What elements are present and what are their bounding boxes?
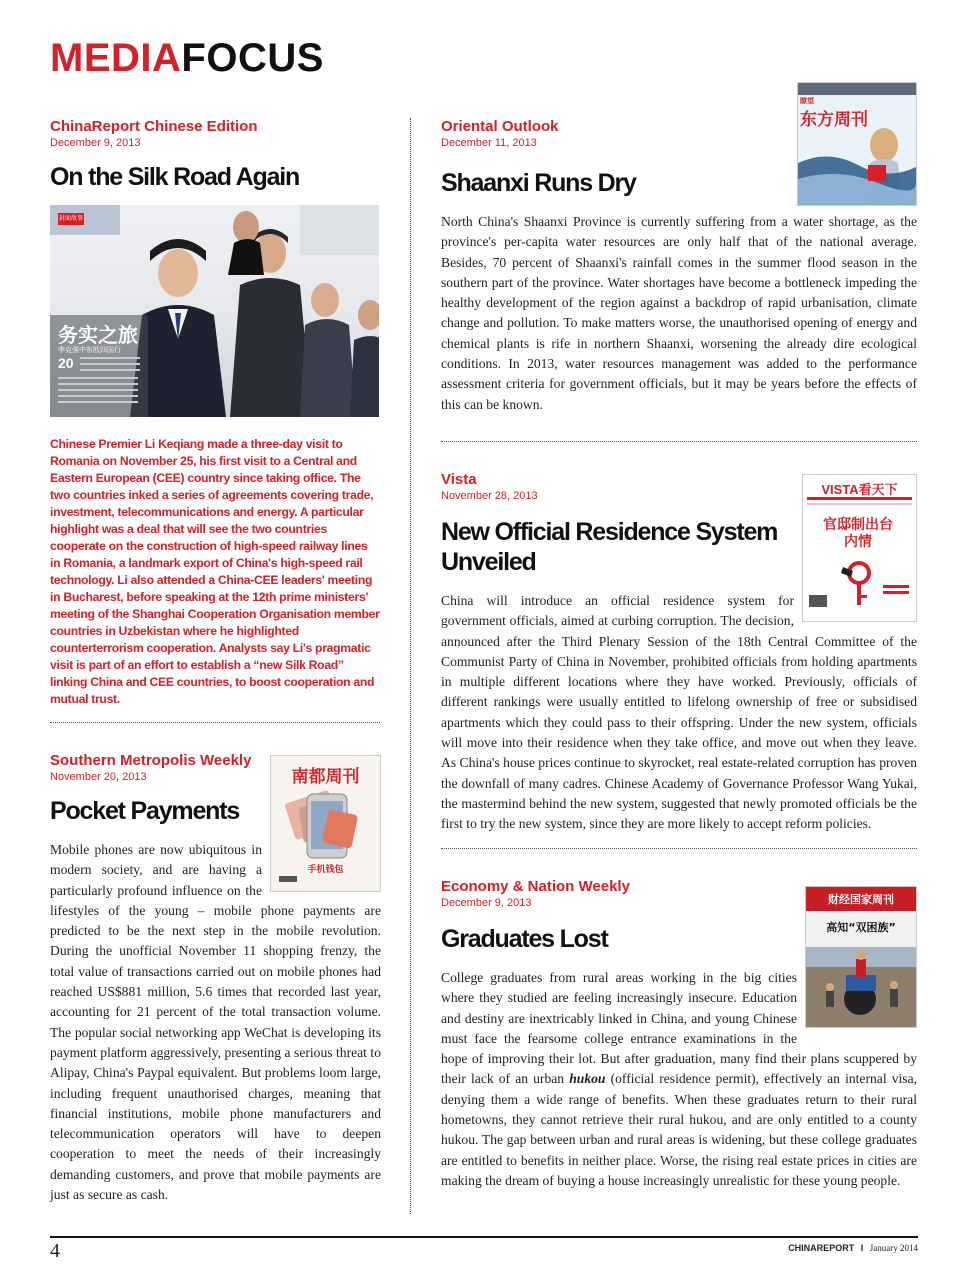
body-hukou-term: hukou	[569, 1071, 606, 1087]
article-headline: Graduates Lost	[441, 925, 608, 953]
cover-title: 南都周刊	[291, 767, 360, 787]
cover-caption: 高知“双困族”	[826, 921, 896, 934]
page-number: 4	[50, 1240, 60, 1262]
cover-title: VISTA看天下	[821, 482, 898, 497]
article-headline: Pocket Payments	[50, 797, 240, 825]
publication-date: December 9, 2013	[50, 137, 141, 149]
publication-date: November 28, 2013	[441, 490, 538, 502]
publication-date: December 9, 2013	[441, 897, 532, 909]
publication-name: Vista	[441, 471, 477, 488]
masthead	[50, 38, 324, 78]
footer-issue-date: January 2014	[869, 1243, 918, 1253]
masthead-focus: FOCUS	[181, 36, 324, 80]
cover-vista	[802, 474, 917, 622]
article-silk-road	[50, 118, 380, 192]
article-headline: Shaanxi Runs Dry	[441, 169, 636, 197]
divider-right-1	[441, 441, 917, 442]
divider-right-2	[441, 848, 917, 849]
silk-road-body: Chinese Premier Li Keqiang made a three-day visit to Romania on November 25, his first visit to a Central and Eastern European (CEE) country since taking office. The two countries inked a series of agreements covering trade, investment, telecommunications and energy. A particular highlight was a deal that will see the two countries cooperate on the construction of high-speed railway lines in Romania, a landmark export of China's high-speed rail technology. Li also attended a China-CEE leaders' meeting in Bucharest, before speaking at the 12th prime ministers' meeting of the Shanghai Cooperation Organisation member countries in Uzbekistan where he highlighted counterterrorism cooperation. Analysts say Li's pragmatic visit is part of an effort to establish a “new Silk Road” linking China and CEE countries, to boost cooperation and mutual trust.	[50, 437, 380, 706]
footer-magazine: CHINAREPORT	[788, 1243, 855, 1253]
publication-name: Economy & Nation Weekly	[441, 878, 630, 895]
masthead-media: MEDIA	[50, 36, 182, 80]
photo-text-lines-lower	[58, 377, 138, 407]
farmer-tractor-illustration	[806, 887, 916, 1027]
publication-date: November 20, 2013	[50, 771, 147, 783]
footer-rule	[50, 1236, 918, 1238]
photo-caption-cn: 务实之旅	[58, 323, 138, 347]
cover-caption: 手机钱包	[307, 865, 344, 875]
photo-subcaption-cn: 李克强中东欧四国行	[58, 346, 121, 354]
keys-illustration	[803, 475, 916, 621]
article-body: Mobile phones are now ubiquitous in modern society, and are having a particularly profound influence on the lifestyles of the young – mobile phone payments are predicted to be the next step in the mobile revolution. During the unofficial November 11 shopping frenzy, the total value of transactions carried out on mobile phones had reached US$881 million, 5.6 times that recorded last year, accounting for 21 percent of the total transaction volume. The popular social networking app WeChat is developing its payment platform aggressively, presenting a serious threat to Alipay, China's Paypal equivalent. But problems loom large, including frequent unauthorised charges, meaning that financial institutions, mobile phone manufacturers and telecommunication operators will have to deepen cooperation to meet the needs of their increasingly demanding customers, and prove that mobile payments are just as secure as cash.	[50, 842, 381, 1203]
silk-road-photo	[50, 205, 379, 417]
dry-earth-illustration	[798, 83, 916, 205]
cover-southern-metropolis	[270, 755, 381, 892]
article-graduates	[441, 878, 917, 1191]
article-body: China will introduce an official residence system for government officials, aimed at curbing corruption. The decision, announced after the Third Plenary Session of the 18th Central Committee of the Communist Party of China in November, prohibited officials from holding apartments in multiple different locations where they have worked. Previously, officials of different rankings were usually entitled to lifelong ownership of free or subsidised apartments which they could pass to their offspring. Under the new system, officials will move into their residence when they take office, and move out when they leave. As China's house prices continue to skyrocket, real estate-related corruption has proven the downfall of many cadres. Chinese Academy of Governance Professor Wang Yukai, the mastermind behind the new system, suggested that newly promoted officials be the first to try the new system, since they are more likely to accept reform policies.	[441, 593, 917, 832]
article-shaanxi	[441, 97, 917, 415]
divider-left	[50, 722, 380, 723]
article-headline: On the Silk Road Again	[50, 163, 300, 191]
footer-issue	[788, 1243, 918, 1253]
body-part-2: (official residence permit), effectively an internal visa, denying them a wide range of benefits. When these graduates return to their rural hometowns, they cannot retrieve their rural hukou, and are only entitled to a county hukou. The gap between urban and rural areas is widening, but these college graduates are entitled to benefits in neither place. Worse, the rising real estate prices in cities are making the dream of buying a house increasingly unrealistic for these young people.	[441, 1071, 918, 1188]
publication-name: Southern Metropolis Weekly	[50, 752, 252, 769]
cover-oriental-outlook	[797, 82, 917, 206]
cover-caption: 官邸制出台内情	[823, 517, 893, 550]
cover-economy-nation	[805, 886, 917, 1028]
photo-badge: 封面故事	[58, 215, 83, 222]
article-pocket-payments	[50, 752, 381, 1205]
photo-number: 20	[58, 355, 74, 371]
cover-title: 财经国家周刊	[828, 893, 894, 906]
publication-name: ChinaReport Chinese Edition	[50, 118, 258, 135]
article-residence	[441, 471, 917, 835]
body-part-1: College graduates from rural areas working in the big cities where they studied are feeling increasingly insecure. Education and destiny are inextricably linked in China, and young Chinese must face the fearsome college entrance examinations in the hope of improving their lot. But after graduation, many find their plans scuppered by their lack of an urban	[441, 970, 917, 1087]
cover-badge: 瞭望	[800, 97, 814, 105]
publication-name: Oriental Outlook	[441, 118, 559, 135]
column-divider	[410, 118, 411, 1214]
footer-separator: I	[860, 1243, 864, 1253]
article-body: North China's Shaanxi Province is currently suffering from a water shortage, as the province's per-capita water resources are only half that of the national average. Besides, 70 percent of Shaanxi's rainfall comes in the summer flood season in the southern part of the province. Water shortages have become a bottleneck impeding the healthy development of the region against a backdrop of rapid urbanisation, climate change and pollution. To make matters worse, the unauthorised opening of energy and chemical plants is rife in northern Shaanxi, worsening the already dire ecological conditions. In 2013, water resources management was added to the performance assessment criteria for government officials, but it may be years before the effects of this can be known.	[441, 214, 917, 412]
article-headline: New Official Residence System Unveiled	[441, 518, 778, 576]
photo-text-lines	[80, 357, 140, 375]
cover-title: 东方周刊	[800, 110, 868, 130]
publication-date: December 11, 2013	[441, 137, 537, 149]
